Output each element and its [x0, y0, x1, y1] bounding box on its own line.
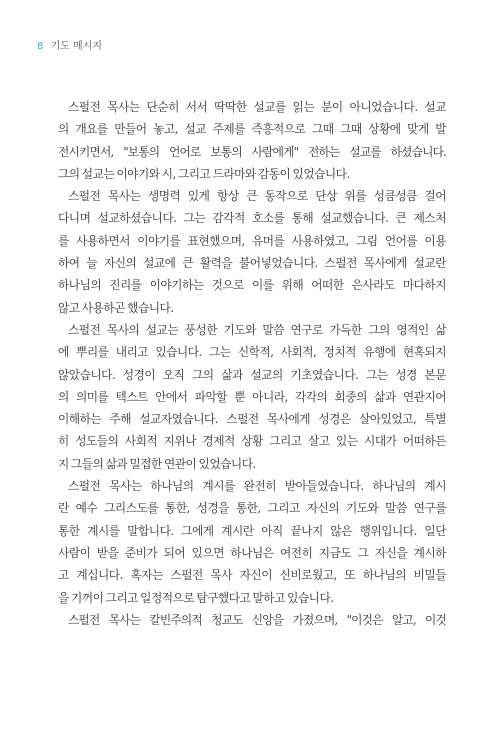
text-line: 이해하는 주해 설교자였습니다. 스펄전 목사에게 성경은 살아있었고, 특별 — [58, 412, 446, 427]
text-line: 스펄전 목사의 설교는 풍성한 기도와 말씀 연구로 가득한 그의 영적인 삶 — [68, 322, 446, 337]
page-number: 8 — [37, 41, 44, 52]
text-line: 고 계십니다. 혹자는 스펄전 목사 자신이 신비로웠고, 또 하나님의 비밀들 — [58, 568, 446, 583]
text-line: 스펄전 목사는 생명력 있게 항상 큰 동작으로 단상 위를 성큼성큼 걸어 — [68, 189, 446, 204]
text-line: 의 개요를 만들어 놓고, 설교 주제를 즉흥적으로 그때 그때 상황에 맞게 발 — [58, 122, 446, 137]
text-line: 않았습니다. 성경이 오직 그의 삶과 설교의 기초였습니다. 그는 성경 본문 — [58, 367, 446, 382]
paragraph — [58, 319, 446, 475]
text-line: 사람이 받을 준비가 되어 있으면 하나님은 여전히 지금도 그 자신을 계시하 — [58, 545, 446, 560]
text-line: 스펄전 목사는 단순히 서서 딱딱한 설교를 읽는 분이 아니었습니다. 설교 — [68, 100, 446, 114]
page-header — [37, 40, 102, 54]
text-line: 전시키면서, "보통의 언어로 보통의 사람에게" 전하는 설교를 하셨습니다. — [58, 144, 446, 159]
text-line: 를 사용하면서 이야기를 표현했으며, 유머를 사용하였고, 그림 언어를 이용 — [58, 233, 446, 248]
text-line: 다니며 설교하셨습니다. 그는 감각적 호소를 통해 설교했습니다. 큰 제스처 — [58, 211, 446, 226]
text-line: 스펄전 목사는 칼빈주의적 청교도 신앙을 가졌으며, "이것은 알고, 이것 — [68, 612, 446, 627]
paragraph — [58, 96, 446, 185]
text-line: 스펄전 목사는 하나님의 계시를 완전히 받아들였습니다. 하나님의 계시 — [68, 479, 446, 494]
text-line: 란 예수 그리스도를 통한, 성경을 통한, 그리고 자신의 기도와 말씀 연구를 — [58, 501, 446, 516]
text-line: 의 의미를 텍스트 안에서 파악할 뿐 아니라, 각각의 회중의 삶과 연관지어 — [58, 389, 446, 404]
text-line: 지 그들의 삶과 밀접한 연관이 있었습니다. — [58, 456, 256, 471]
text-line: 하여 늘 자신의 설교에 큰 활력을 불어넣었습니다. 스펄전 목사에게 설교란 — [58, 256, 446, 271]
text-line: 히 성도들의 사회적 지위나 경제적 상황 그리고 살고 있는 시대가 어떠하든 — [58, 434, 446, 449]
running-title: 기도 메시지 — [50, 41, 103, 52]
body-text — [58, 96, 446, 631]
paragraph — [58, 609, 446, 631]
text-line: 통한 계시를 말합니다. 그에게 계시란 아직 끝나지 않은 행위입니다. 일단 — [58, 523, 446, 538]
text-line: 에 뿌리를 내리고 있습니다. 그는 신학적, 사회적, 정치적 유행에 현혹되지 — [58, 345, 446, 360]
text-line: 하나님의 진리를 이야기하는 것으로 이를 위해 어떠한 은사라도 마다하지 — [58, 278, 446, 293]
text-line: 그의 설교는 이야기와 시, 그리고 드라마와 감동이 있었습니다. — [58, 166, 350, 181]
paragraph — [58, 185, 446, 319]
text-line: 을 기꺼이 그리고 일정적으로 탐구했다고 말하고 있습니다. — [58, 590, 334, 605]
paragraph — [58, 475, 446, 609]
text-line: 않고 사용하곤 했습니다. — [58, 300, 174, 315]
